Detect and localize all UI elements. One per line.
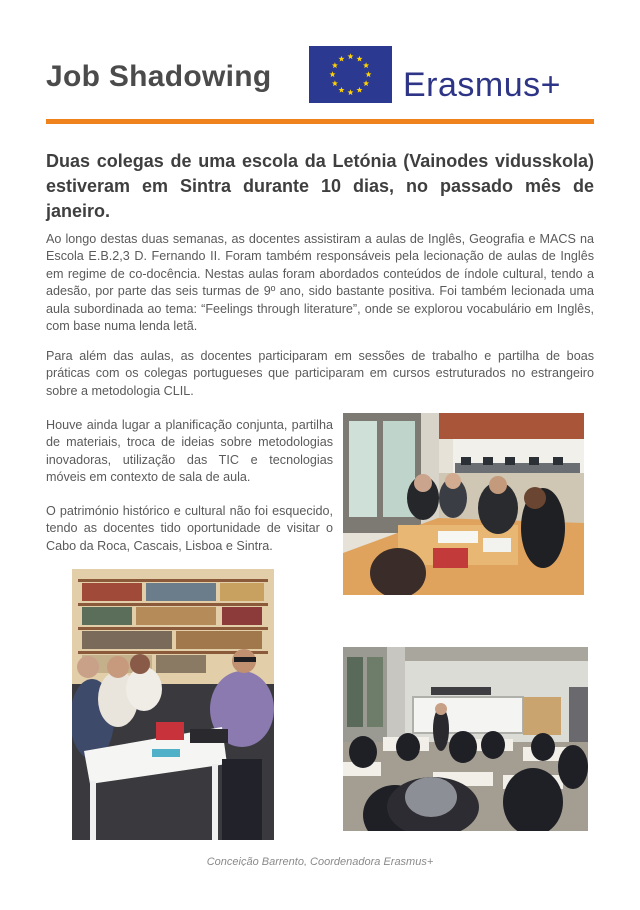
eu-star-icon [347,53,353,59]
photo-classroom [343,647,588,831]
paragraph-planning: Houve ainda lugar a planificação conjunta, partilha de materiais, troca de ideias sobre metodologias inovadoras, utilização das TIC e tecnologias móveis em contexto de sala de aula. [46,418,333,485]
photo-meeting-computer-room [343,413,584,595]
footer-credit [0,855,640,866]
eu-star-icon [347,89,353,95]
page-title: Job Shadowing [46,60,272,93]
eu-star-icon [363,62,369,68]
paragraph-lessons: Ao longo destas duas semanas, as docentes assistiram a aulas de Inglês, Geografia e MACS na Escola E.B.2,3 D. Fernando II. Foram também responsáveis pela lecionação de aulas de Inglês em regime de co-docência. Nestas aulas foram abordados conteúdos de índole cultural, tendo a adesão, por parte das seis turmas de 9º ano, sido bastante positiva. Foi também lecionada uma aula subordinada ao tema: “Feelings through literature”, onde se explorou vocabulário em Inglês, com base numa lenda letã. [46,232,594,334]
title-divider [46,119,594,124]
eu-star-icon [363,80,369,86]
eu-star-icon [365,71,371,77]
eu-star-icon [332,62,338,68]
eu-star-icon [356,56,362,62]
article-subtitle: Duas colegas de uma escola da Letónia (Vainodes vidusskola) estiveram em Sintra durante 10 dias, no passado mês de janeiro. [46,151,594,221]
footer-credit-text: Conceição Barrento, Coordenadora Erasmus+ [206,856,434,866]
erasmus-logo-text: Erasmus+ [403,66,561,104]
paragraph-heritage: O património histórico e cultural não foi esquecido, tendo as docentes tido oportunidade de visitar o Cabo da Roca, Cascais, Lisboa e Sintra. [46,504,333,553]
eu-star-icon [329,71,335,77]
eu-stars-icon [309,46,392,103]
eu-star-icon [338,56,344,62]
paragraph-clil: Para além das aulas, as docentes participaram em sessões de trabalho e partilha de boas práticas com os colegas portugueses que participaram em cursos estruturados no estrangeiro sobre a metodologia CLIL. [46,349,594,398]
eu-star-icon [338,87,344,93]
eu-star-icon [332,80,338,86]
photo-library-meeting [72,569,274,840]
eu-star-icon [356,87,362,93]
eu-flag-logo [309,46,392,103]
